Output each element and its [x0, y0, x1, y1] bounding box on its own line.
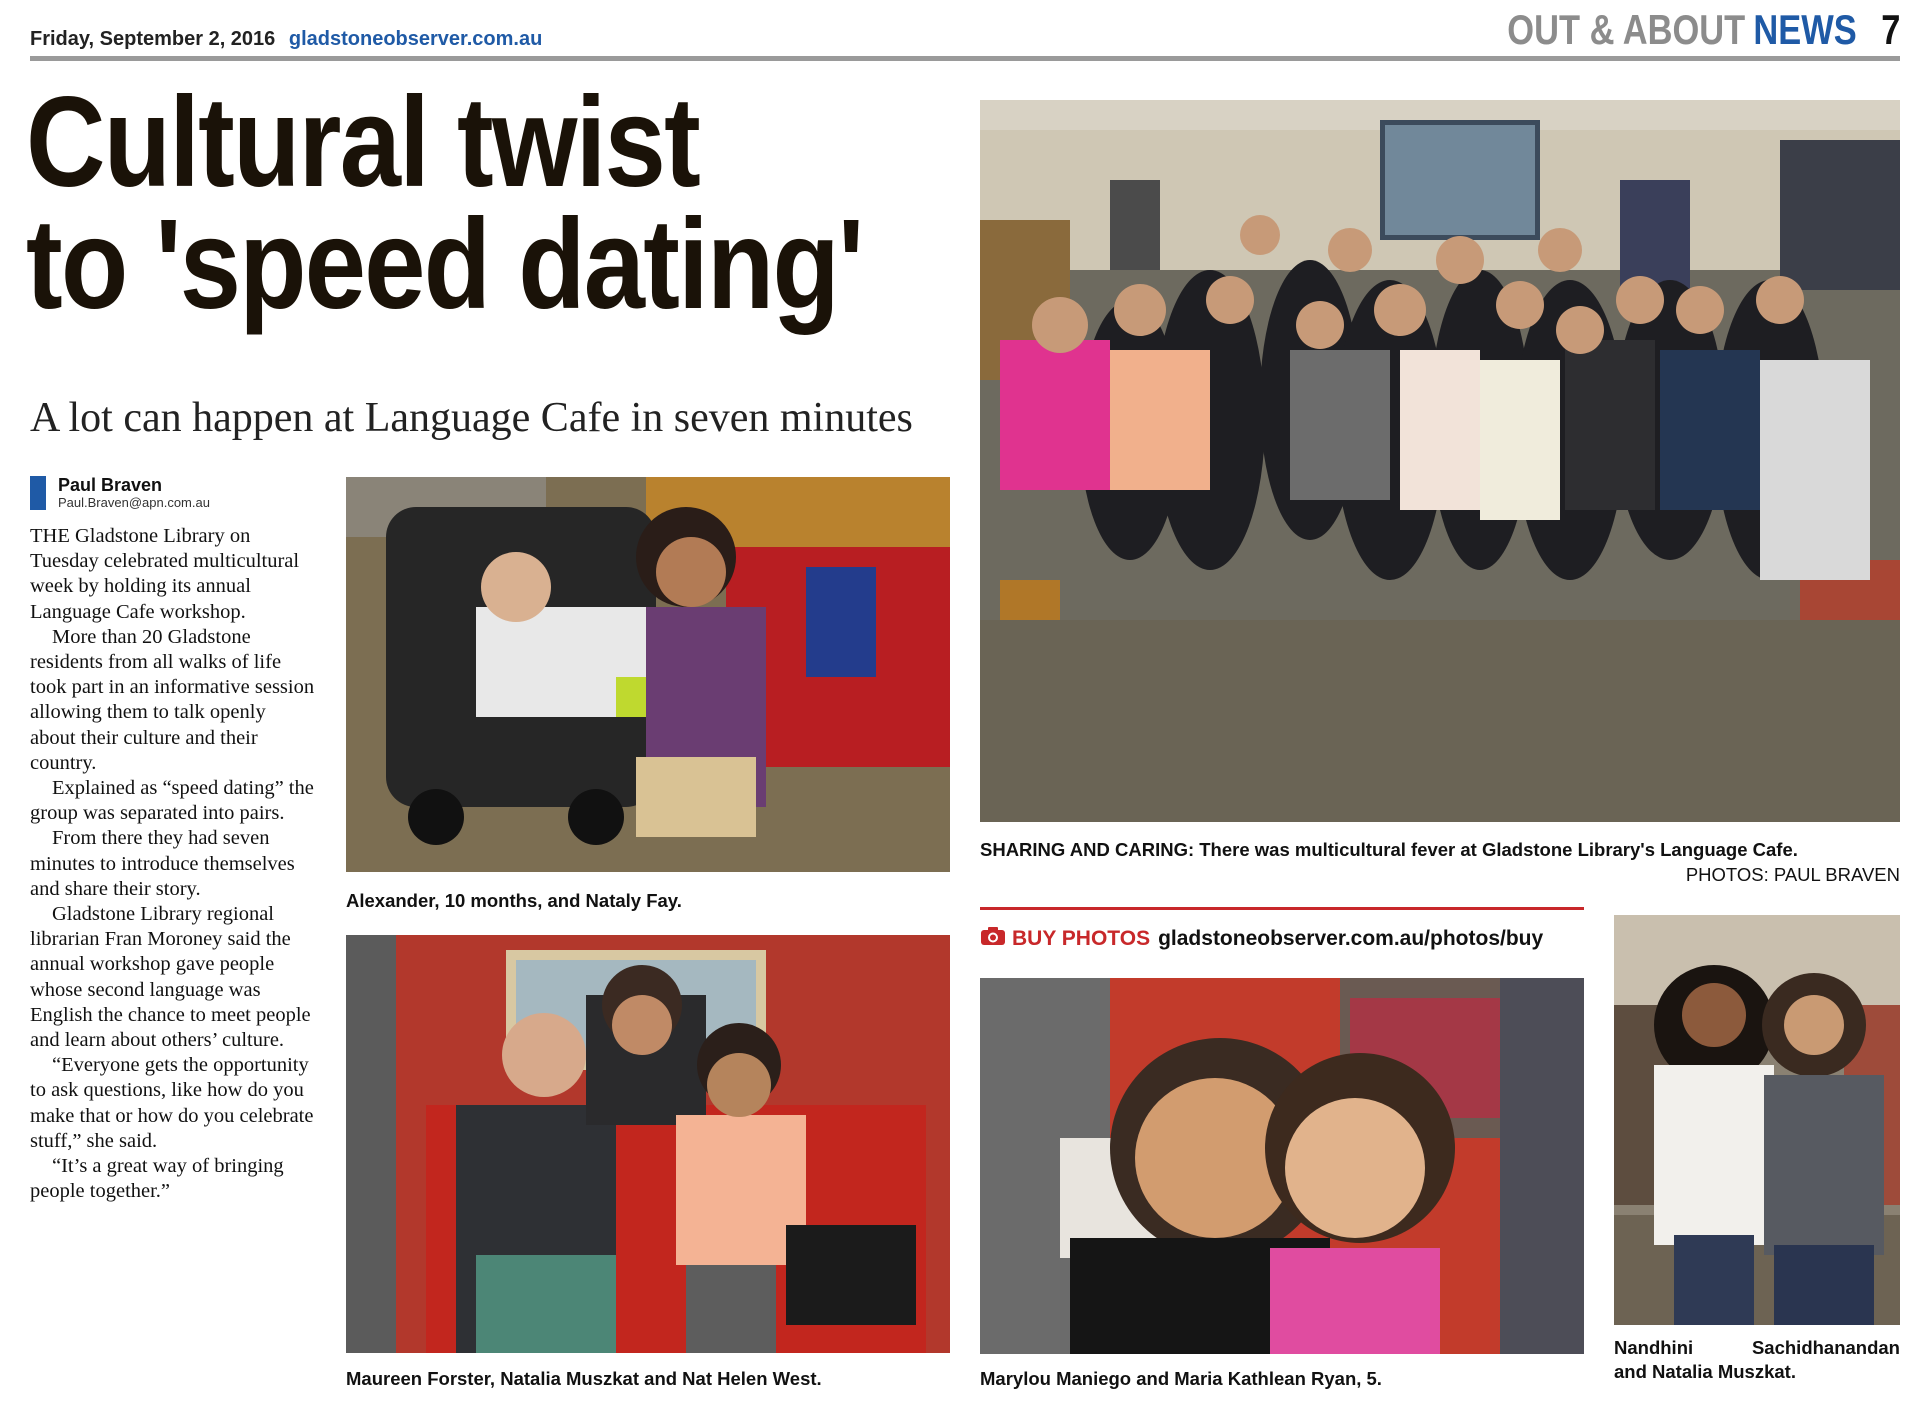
page-header-left [30, 28, 542, 51]
section-highlight: NEWS [1752, 6, 1857, 53]
paragraph: More than 20 Gladstone residents from all walks of life took part in an informative session allowing them to talk openly about their culture and their country. [30, 625, 315, 774]
page-number: 7 [1880, 6, 1900, 53]
section-name: OUT & ABOUT [1506, 6, 1745, 53]
header-rule [30, 56, 1900, 61]
pram-photo[interactable] [346, 477, 950, 872]
headline-line-2: to 'speed dating' [26, 193, 863, 336]
trio-photo[interactable] [346, 935, 950, 1353]
standfirst: A lot can happen at Language Cafe in seven minutes [30, 395, 913, 441]
paragraph: “Everyone gets the opportunity to ask questions, like how do you make that or how do you celebrate stuff,” she said. [30, 1054, 314, 1152]
byline [30, 476, 210, 512]
issue-date: Friday, September 2, 2016 [30, 28, 276, 50]
headline-line-1: Cultural twist [26, 71, 700, 214]
page-header-right [1507, 6, 1900, 54]
mother-daughter-caption: Marylou Maniego and Maria Kathlean Ryan, 5. [980, 1368, 1382, 1389]
mother-daughter-photo[interactable] [980, 978, 1584, 1354]
paragraph: From there they had seven minutes to introduce themselves and share their story. [30, 827, 295, 900]
paragraph: “It’s a great way of bringing people together.” [30, 1155, 284, 1203]
trio-photo-caption: Maureen Forster, Natalia Muszkat and Nat Helen West. [346, 1368, 822, 1389]
headline [26, 71, 886, 336]
masthead-website-link[interactable]: gladstoneobserver.com.au [288, 28, 543, 50]
author-email-link[interactable]: Paul.Braven@apn.com.au [58, 495, 210, 510]
buy-photos-label: BUY PHOTOS [1012, 927, 1151, 950]
duo-photo[interactable] [1614, 915, 1900, 1325]
article-body [30, 524, 316, 1204]
duo-photo-caption [1614, 1336, 1900, 1384]
buy-photos-link[interactable] [980, 926, 1543, 952]
paragraph: THE Gladstone Library on Tuesday celebrated multicultural week by holding its annual Language Cafe workshop. [30, 525, 300, 623]
duo-caption-line-1: Nandhini Sachidhanandan [1614, 1337, 1900, 1358]
group-photo[interactable] [980, 100, 1900, 822]
paragraph: Explained as “speed dating” the group was separated into pairs. [30, 777, 314, 825]
photo-credit: PHOTOS: PAUL BRAVEN [1685, 864, 1900, 885]
pram-photo-caption: Alexander, 10 months, and Nataly Fay. [346, 890, 682, 911]
buy-photos-url[interactable]: gladstoneobserver.com.au/photos/buy [1158, 927, 1544, 950]
camera-icon [980, 926, 1006, 952]
buy-photos-rule [980, 907, 1584, 910]
author-name: Paul Braven [58, 475, 163, 495]
paragraph: Gladstone Library regional librarian Fran Moroney said the annual workshop gave people whose second language was English the chance to meet people and learn about others’ culture. [30, 903, 311, 1052]
byline-bar [30, 476, 46, 510]
group-photo-caption: SHARING AND CARING: There was multicultural fever at Gladstone Library's Language Cafe. [980, 839, 1798, 860]
duo-caption-line-2: and Natalia Muszkat. [1614, 1361, 1796, 1382]
